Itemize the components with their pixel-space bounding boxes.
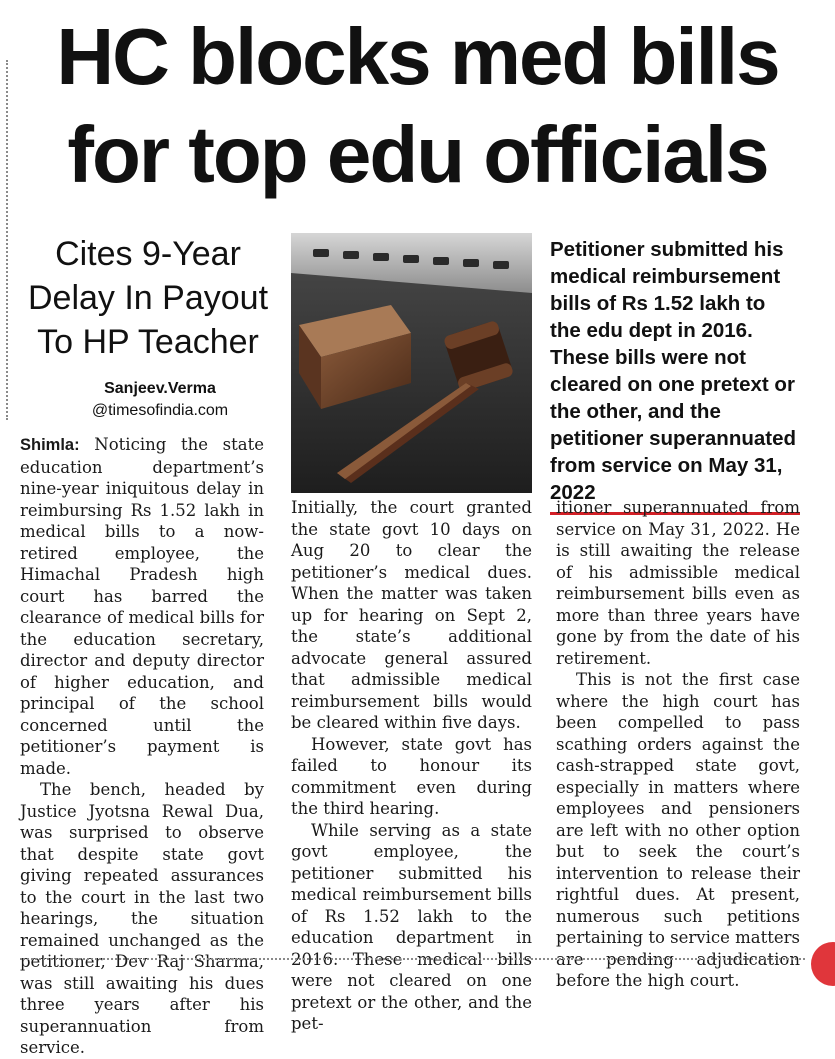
author-name: Sanjeev.Verma [104,380,216,397]
headline-line-2: for top edu officials [67,110,768,199]
article-paragraph: While serving as a state govt employee, the petitioner submitted his medical reimbursement bills of Rs 1.52 lakh to the education department in 2016. These medical bills were not cleared on one pretext or the other, and the pet- [291,820,532,1033]
subhead-line: Delay In Payout [27,279,269,317]
article-paragraph: This is not the first case where the high court has been compelled to pass scathing orders against the cash-strapped state govt, especially in matters where employees and pensioners are left with no other option but to seek the court’s intervention to release their rightful dues. At present, numerous such petitions pertaining to service matters are pending adjudication before the high court. [556,670,800,990]
byline [60,378,260,422]
headline-line-1: HC blocks med bills [56,12,779,101]
article-paragraph: itioner superannuated from service on May 31, 2022. He is still awaiting the release of his admissible medical reimbursement bills even as more than three years have gone by from the date of his retirement. [556,498,800,668]
article-paragraph: However, state govt has failed to honour its commitment even during the third hearing. [291,734,532,818]
article-column-3 [556,497,800,992]
subhead-line: To HP Teacher [37,323,259,361]
article-column-2 [291,497,532,1035]
pull-quote: Petitioner submitted his medical reimbursement bills of Rs 1.52 lakh to the edu dept in 2016. These bills were not cleared on one pretext or the other, and the petitioner superannuated from service on May 31, 2022 [550,236,800,515]
gavel-photo [291,233,532,493]
dateline: Shimla: [20,436,80,454]
gavel-on-laptop-image [291,233,532,493]
article-column-1 [20,434,264,1059]
article-paragraph [20,434,264,779]
paragraph-text: Noticing the state education department’s nine-year iniquitous delay in reimbursing Rs 1.52 lakh in medical bills to a now-retired employee, the Himachal Pradesh high court has barred the clearance of medical bills for the education secretary, director and deputy director of higher education, and principal of the school concerned until the petitioner’s payment is made. [20,435,264,778]
article-paragraph: Initially, the court granted the state govt 10 days on Aug 20 to clear the petitioner’s medical dues. When the matter was taken up for hearing on Sept 2, the state’s additional advocate general assured that admissible medical reimbursement bills would be cleared within five days. [291,498,532,732]
article-paragraph: The bench, headed by Justice Jyotsna Rewal Dua, was surprised to observe that despite state govt giving repeated assurances to the court in the last two hearings, the situation remained unchanged as the petitioner, Dev Raj Sharma, was still awaiting his dues three years after his superannuation from service. [20,780,264,1057]
bottom-divider-dotted [20,958,805,960]
subhead-line: Cites 9-Year [55,235,241,273]
author-handle: @timesofindia.com [91,402,229,419]
corner-marker [811,942,835,986]
subheadline [18,232,278,364]
